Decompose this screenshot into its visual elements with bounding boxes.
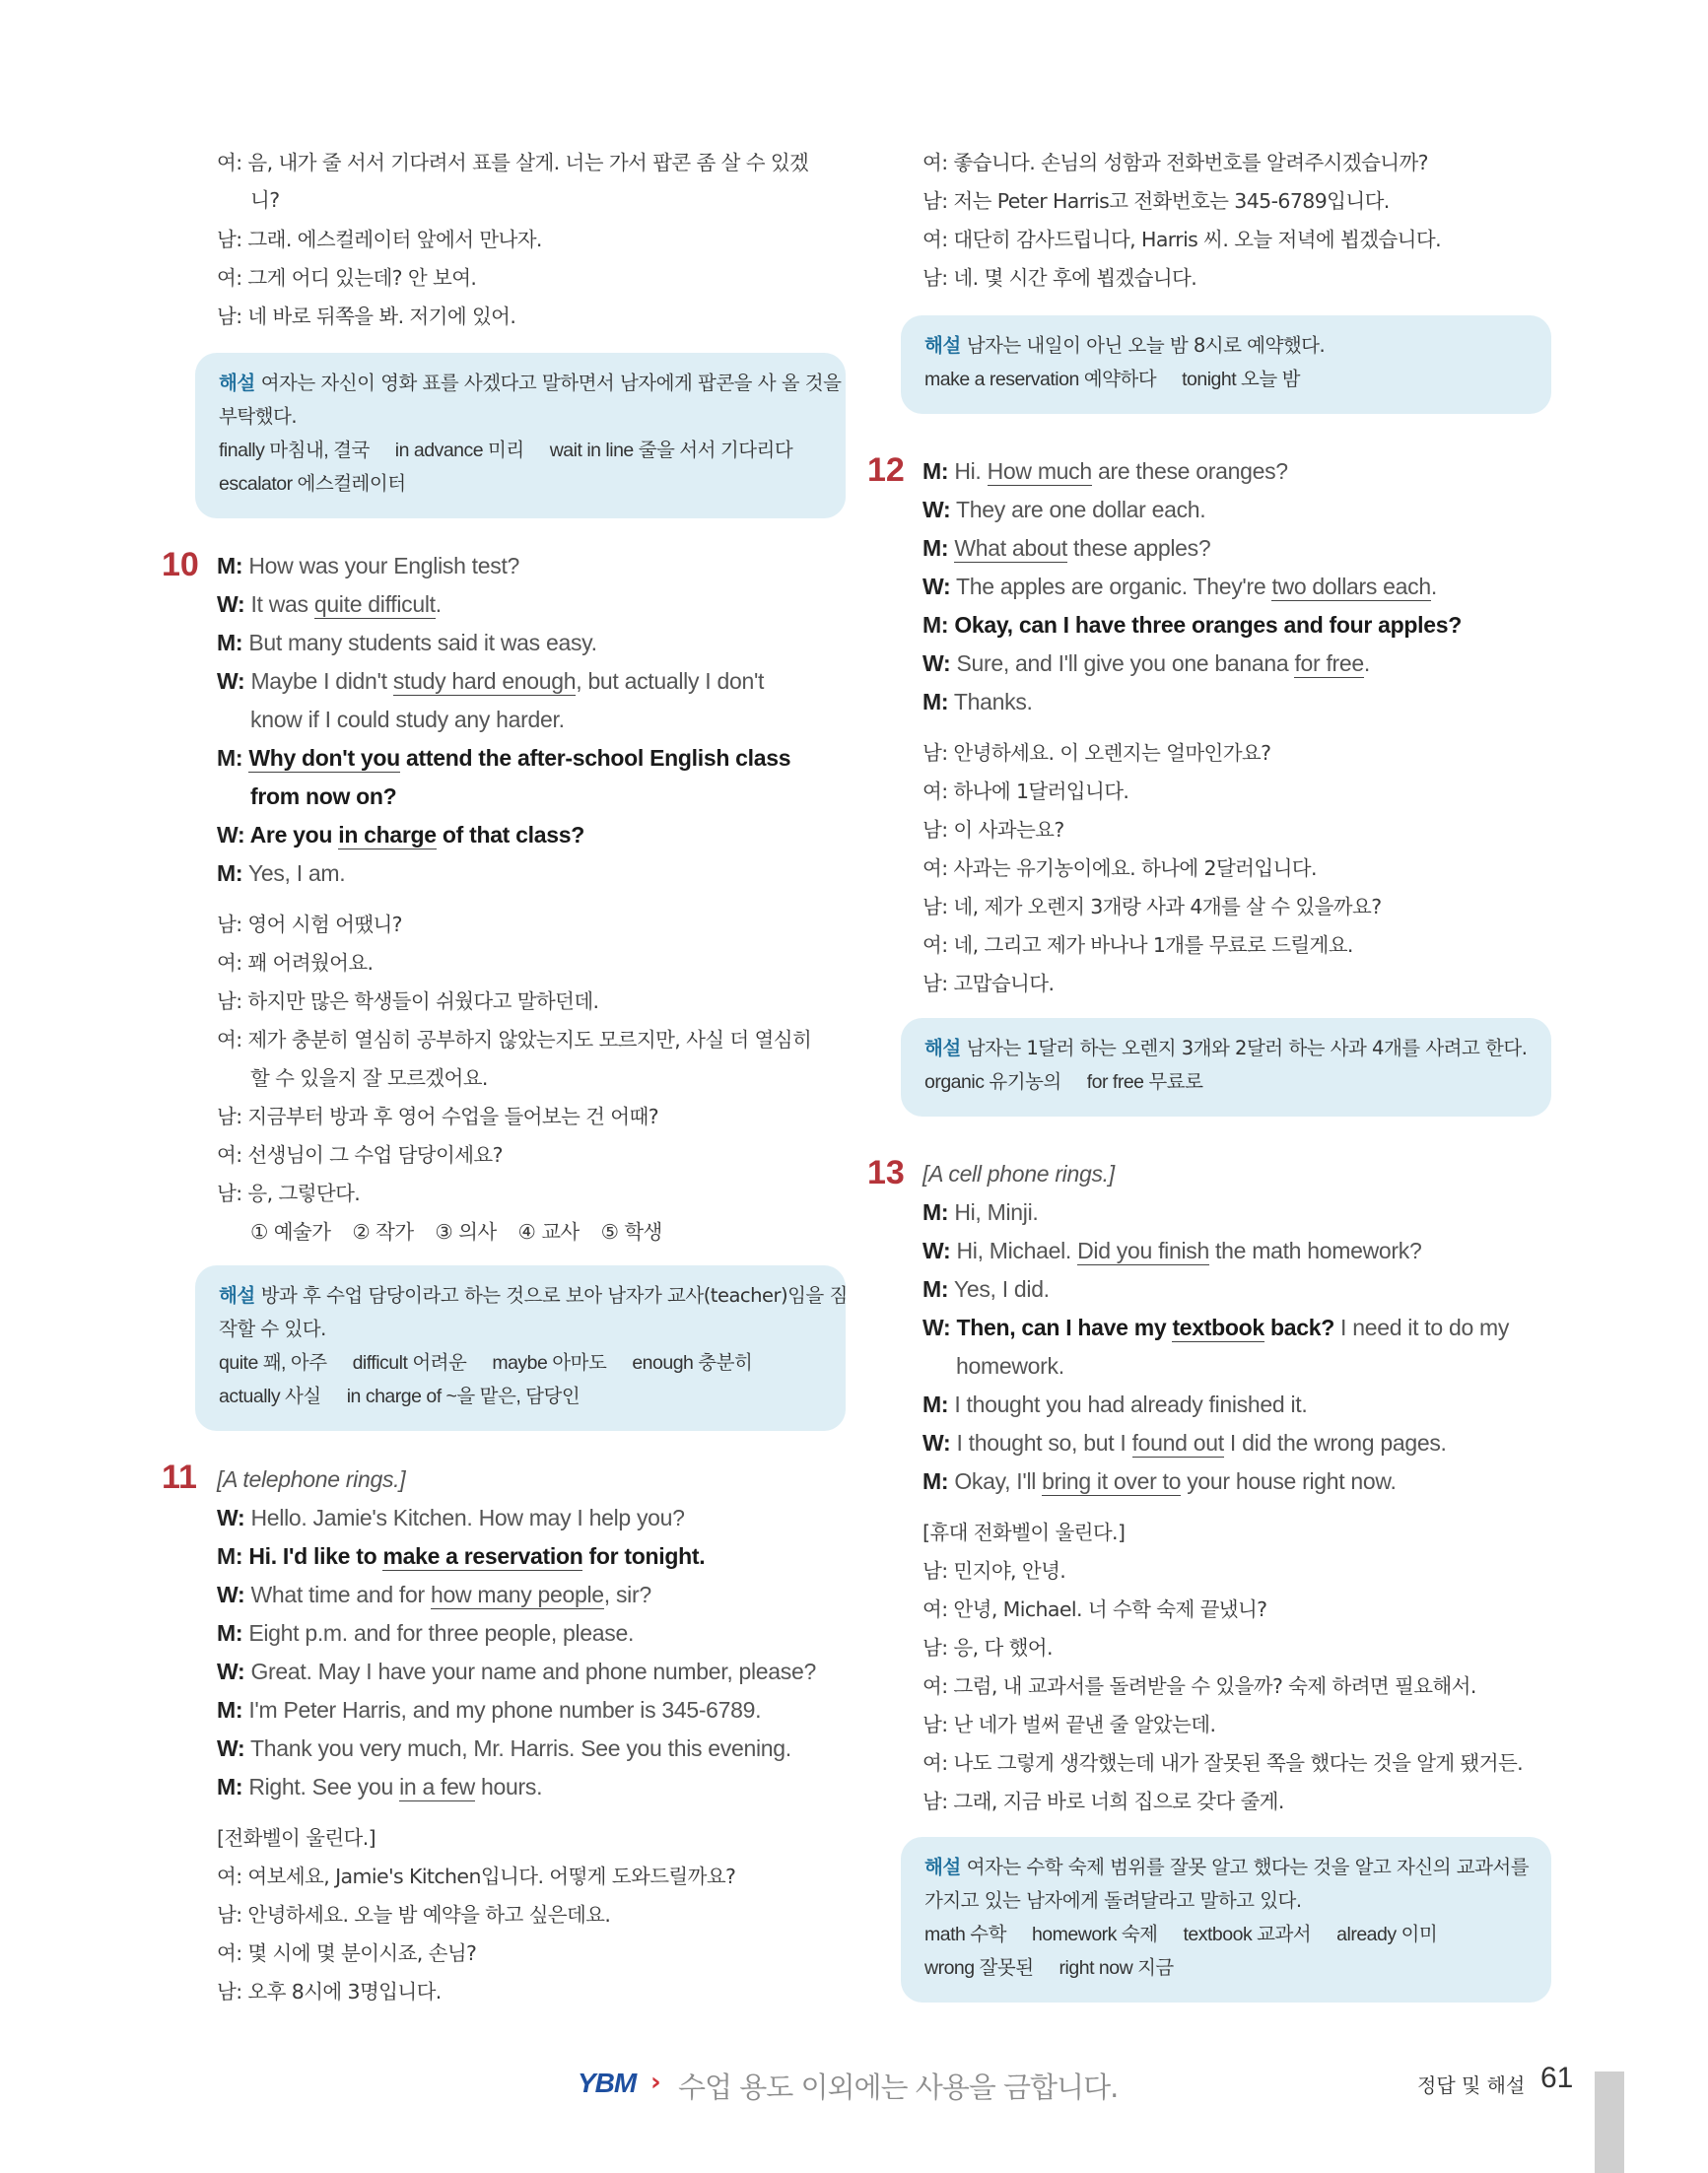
explanation-text: 여자는 자신이 영화 표를 사겠다고 말하면서 남자에게 팝콘을 사 올 것을: [260, 372, 842, 394]
translation-line: 여: 대단히 감사드립니다, Harris 씨. 오늘 저녁에 뵙겠습니다.: [922, 228, 1441, 251]
translation-line: 여: 몇 시에 몇 분이시죠, 손님?: [217, 1941, 477, 1965]
blank-answer: found out: [1131, 1430, 1224, 1456]
question-number: 11: [162, 1459, 197, 1496]
vocab-list: [924, 1918, 1528, 1951]
translation-line: 남: 안녕하세요. 이 오렌지는 얼마인가요?: [922, 741, 1271, 765]
explanation-text: 여자는 수학 숙제 범위를 잘못 알고 했다는 것을 알고 자신의 교과서를: [966, 1856, 1530, 1878]
translation-line: 남: 저는 Peter Harris고 전화번호는 345-6789입니다.: [922, 189, 1390, 213]
translation-line: [전화벨이 울린다.]: [217, 1826, 376, 1850]
usage-notice: 수업 용도 이외에는 사용을 금합니다.: [678, 2071, 1119, 2104]
vocab-item: homework 숙제: [1031, 1924, 1158, 1945]
dialogue-line: M: Yes, I am.: [217, 860, 346, 886]
explanation-tag: 해설: [219, 372, 255, 394]
translation-line: 남: 오후 8시에 3명입니다.: [217, 1980, 442, 2003]
stage-direction: [A telephone rings.]: [217, 1466, 406, 1492]
dialogue-line: homework.: [956, 1353, 1064, 1379]
blank-answer: for free: [1294, 650, 1364, 676]
page-number: 61: [1540, 2062, 1574, 2094]
explanation-box: [901, 1837, 1551, 2003]
vocab-item: actually 사실: [219, 1386, 321, 1407]
dialogue-line: W: The apples are organic. They're two dollars each.: [922, 574, 1437, 599]
vocab-list: [219, 434, 822, 467]
vocab-item: math 수학: [924, 1924, 1006, 1945]
translation-line: 남: 응, 다 했어.: [922, 1636, 1053, 1660]
dialogue-line: W: Sure, and I'll give you one banana for free.: [922, 650, 1370, 676]
translation-line: 남: 이 사과는요?: [922, 818, 1064, 842]
blank-answer: two dollars each: [1271, 574, 1431, 599]
dialogue-line: M: Okay, I'll bring it over to your house right now.: [922, 1468, 1397, 1494]
dialogue-line: W: Great. May I have your name and phone number, please?: [217, 1659, 816, 1684]
dialogue-line: M: Hi. I'd like to make a reservation for tonight.: [217, 1543, 706, 1569]
blank-answer: Why don't you: [248, 745, 400, 771]
translation-line: 남: 고맙습니다.: [922, 972, 1055, 995]
dialogue-line: W: Hi, Michael. Did you finish the math homework?: [922, 1238, 1422, 1263]
explanation-text: 작할 수 있다.: [219, 1318, 326, 1340]
dialogue-line: W: I thought so, but I found out I did the wrong pages.: [922, 1430, 1447, 1456]
blank-answer: What about: [954, 535, 1067, 561]
dialogue-line: M: Eight p.m. and for three people, please.: [217, 1620, 635, 1646]
translation-line: 남: 하지만 많은 학생들이 쉬웠다고 말하던데.: [217, 989, 599, 1013]
dialogue-line: W: Are you in charge of that class?: [217, 822, 584, 848]
translation-line: 여: 사과는 유기농이에요. 하나에 2달러입니다.: [922, 856, 1317, 880]
translation-line: 남: 안녕하세요. 오늘 밤 예약을 하고 싶은데요.: [217, 1903, 611, 1927]
translation-line: 여: 제가 충분히 열심히 공부하지 않았는지도 모르지만, 사실 더 열심히: [217, 1028, 812, 1052]
translation-line: 남: 지금부터 방과 후 영어 수업을 들어보는 건 어때?: [217, 1105, 658, 1128]
blank-answer: in a few: [399, 1774, 475, 1800]
blank-answer: quite difficult: [313, 591, 436, 617]
vocab-list: [924, 1065, 1528, 1099]
translation-line: 남: 네, 제가 오렌지 3개랑 사과 4개를 살 수 있을까요?: [922, 895, 1382, 918]
dialogue-line: M: Hi. How much are these oranges?: [922, 458, 1288, 484]
dialogue-line: W: What time and for how many people, sir?: [217, 1582, 651, 1607]
translation-line: 남: 네. 몇 시간 후에 뵙겠습니다.: [922, 266, 1197, 290]
translation-line: 남: 영어 시험 어땠니?: [217, 913, 402, 936]
dialogue-line: M: How was your English test?: [217, 553, 520, 578]
dialogue-line: M: What about these apples?: [922, 535, 1211, 561]
vocab-item: maybe 아마도: [492, 1352, 607, 1374]
translation-line: 남: 난 네가 벌써 끝낸 줄 알았는데.: [922, 1713, 1216, 1736]
explanation-box: [901, 1018, 1551, 1117]
blank-answer: make a reservation: [382, 1543, 583, 1569]
dialogue-line: W: They are one dollar each.: [922, 497, 1206, 522]
dialogue-line: 여: 음, 내가 줄 서서 기다려서 표를 살게. 너는 가서 팝콘 좀 살 수 있겠: [217, 151, 809, 174]
explanation-tag: 해설: [924, 1037, 961, 1059]
vocab-item: difficult 어려운: [352, 1352, 467, 1374]
dialogue-line: M: Yes, I did.: [922, 1276, 1050, 1302]
vocab-list: [924, 363, 1528, 396]
translation-line: 여: 하나에 1달러입니다.: [922, 780, 1129, 803]
dialogue-line: M: Why don't you attend the after-school English class: [217, 745, 791, 771]
explanation-box: [901, 315, 1551, 414]
dialogue-line: 여: 그게 어디 있는데? 안 보여.: [217, 266, 477, 290]
dialogue-line: W: Maybe I didn't study hard enough, but actually I don't: [217, 668, 765, 694]
vocab-item: right now 지금: [1059, 1957, 1174, 1979]
question-number: 10: [162, 546, 199, 583]
dialogue-line: know if I could study any harder.: [250, 707, 565, 732]
vocab-item: textbook 교과서: [1183, 1924, 1312, 1945]
vocab-item: make a reservation 예약하다: [924, 369, 1157, 390]
blank-answer: Did you finish: [1077, 1238, 1209, 1263]
choice-item: ④ 교사: [517, 1220, 580, 1244]
blank-answer: study hard enough: [392, 668, 577, 694]
question-number: 13: [867, 1154, 905, 1191]
dialogue-line: W: Thank you very much, Mr. Harris. See you this evening.: [217, 1735, 791, 1761]
dialogue-line: from now on?: [250, 783, 397, 809]
dialogue-line: M: Okay, can I have three oranges and four apples?: [922, 612, 1462, 638]
vocab-item: quite 꽤, 아주: [219, 1352, 327, 1374]
dialogue-line: W: It was quite difficult.: [217, 591, 442, 617]
stage-direction: [A cell phone rings.]: [922, 1161, 1115, 1187]
vocab-item: tonight 오늘 밤: [1182, 369, 1300, 390]
blank-answer: bring it over to: [1042, 1468, 1182, 1494]
dialogue-line: 니?: [250, 188, 280, 212]
page-edge-tab: [1595, 2071, 1624, 2173]
question-number: 12: [867, 451, 905, 489]
translation-line: 여: 선생님이 그 수업 담당이세요?: [217, 1143, 503, 1167]
vocab-item: wait in line 줄을 서서 기다리다: [549, 440, 793, 461]
dialogue-line: M: Hi, Minji.: [922, 1199, 1039, 1225]
explanation-text: 방과 후 수업 담당이라고 하는 것으로 보아 남자가 교사(teacher)임을 짐: [260, 1284, 848, 1307]
vocab-item: escalator 에스컬레이터: [219, 473, 406, 495]
blank-answer: textbook: [1172, 1315, 1264, 1340]
translation-line: [휴대 전화벨이 울린다.]: [922, 1521, 1126, 1544]
dialogue-line: M: I'm Peter Harris, and my phone number is 345-6789.: [217, 1697, 762, 1723]
chevron-right-icon: ›: [650, 2068, 661, 2097]
translation-line: 여: 그럼, 내 교과서를 돌려받을 수 있을까? 숙제 하려면 필요해서.: [922, 1674, 1476, 1698]
explanation-tag: 해설: [219, 1284, 255, 1307]
translation-line: 여: 안녕, Michael. 너 수학 숙제 끝냈니?: [922, 1597, 1267, 1621]
vocab-item: already 이미: [1336, 1924, 1438, 1945]
vocab-item: enough 충분히: [632, 1352, 753, 1374]
translation-line: 여: 좋습니다. 손님의 성함과 전화번호를 알려주시겠습니까?: [922, 151, 1428, 174]
vocab-item: in charge of ~을 맡은, 담당인: [346, 1386, 581, 1407]
explanation-text: 가지고 있는 남자에게 돌려달라고 말하고 있다.: [924, 1889, 1302, 1912]
explanation-text: 남자는 내일이 아닌 오늘 밤 8시로 예약했다.: [966, 334, 1326, 357]
explanation-box: [195, 353, 846, 518]
dialogue-line: 남: 그래. 에스컬레이터 앞에서 만나자.: [217, 228, 542, 251]
translation-line: 여: 꽤 어려웠어요.: [217, 951, 374, 975]
choice-item: ⑤ 학생: [600, 1220, 662, 1244]
dialogue-line: M: Thanks.: [922, 689, 1033, 714]
vocab-item: organic 유기농의: [924, 1071, 1061, 1093]
dialogue-line: W: Then, can I have my textbook back? I need it to do my: [922, 1315, 1510, 1340]
blank-answer: how many people: [430, 1582, 604, 1607]
dialogue-line: M: Right. See you in a few hours.: [217, 1774, 543, 1800]
dialogue-line: 남: 네 바로 뒤쪽을 봐. 저기에 있어.: [217, 305, 516, 328]
section-label: 정답 및 해설: [1417, 2073, 1526, 2097]
vocab-item: for free 무료로: [1086, 1071, 1203, 1093]
vocab-item: in advance 미리: [394, 440, 524, 461]
vocab-item: finally 마침내, 결국: [219, 440, 370, 461]
dialogue-line: M: I thought you had already finished it.: [922, 1392, 1308, 1417]
dialogue-line: M: But many students said it was easy.: [217, 630, 597, 655]
explanation-text: 남자는 1달러 하는 오렌지 3개와 2달러 하는 사과 4개를 사려고 한다.: [966, 1037, 1528, 1059]
translation-line: 여: 여보세요, Jamie's Kitchen입니다. 어떻게 도와드릴까요?: [217, 1865, 736, 1888]
choice-item: ③ 의사: [435, 1220, 497, 1244]
translation-line: 남: 민지야, 안녕.: [922, 1559, 1066, 1583]
vocab-item: wrong 잘못된: [924, 1957, 1034, 1979]
blank-answer: How much: [987, 458, 1092, 484]
explanation-text: 부탁했다.: [219, 405, 298, 428]
brand-logo: YBM: [578, 2068, 637, 2098]
answer-choices: [217, 1217, 848, 1247]
choice-item: ② 작가: [352, 1220, 414, 1244]
explanation-box: [195, 1265, 846, 1431]
translation-line: 남: 그래, 지금 바로 너희 집으로 갖다 줄게.: [922, 1790, 1284, 1813]
translation-line: 여: 네, 그리고 제가 바나나 1개를 무료로 드릴게요.: [922, 933, 1353, 957]
translation-line: 여: 나도 그렇게 생각했는데 내가 잘못된 쪽을 했다는 것을 알게 됐거든.: [922, 1751, 1524, 1775]
explanation-tag: 해설: [924, 334, 961, 357]
translation-line: 남: 응, 그렇단다.: [217, 1182, 361, 1205]
translation-line: 할 수 있을지 잘 모르겠어요.: [250, 1066, 488, 1090]
vocab-list: [219, 1346, 822, 1380]
choice-item: ① 예술가: [250, 1220, 331, 1244]
dialogue-line: W: Hello. Jamie's Kitchen. How may I help you?: [217, 1505, 685, 1530]
blank-answer: in charge: [338, 822, 437, 848]
explanation-tag: 해설: [924, 1856, 961, 1878]
